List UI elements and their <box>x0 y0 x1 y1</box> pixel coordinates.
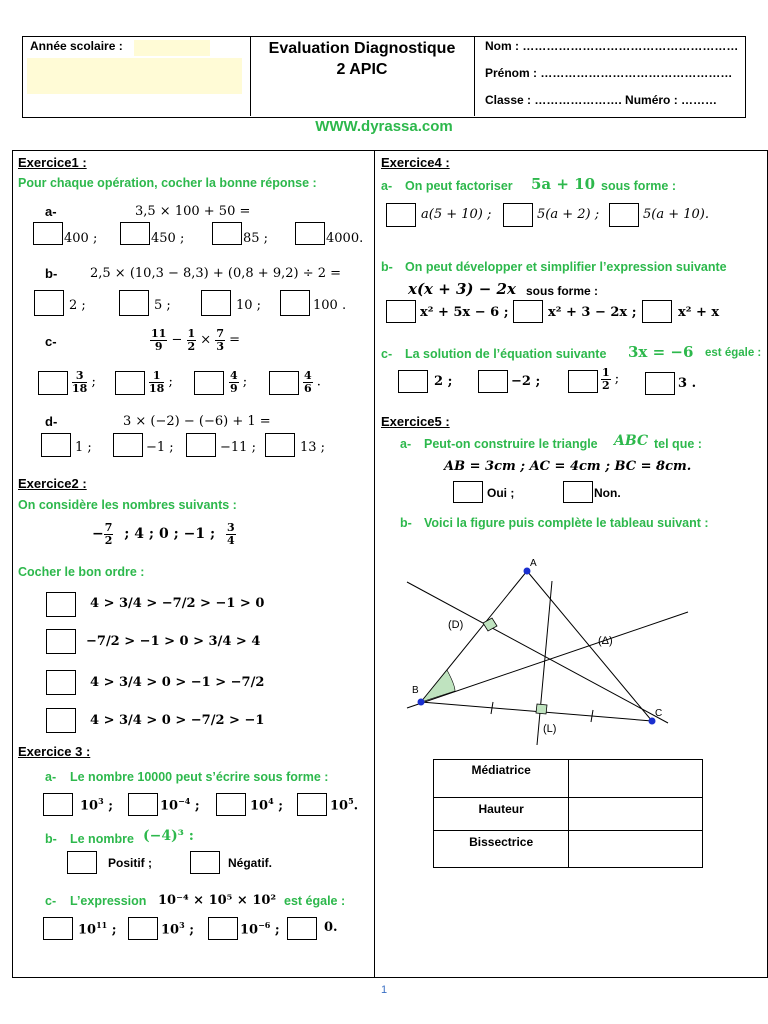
ex1-c-opt-2: $\frac{1}{18}$ ; <box>149 369 173 395</box>
ex2-frac-2: $\frac{3}{4}$ <box>227 521 235 547</box>
ex1-a-opt-3: 85 ; <box>243 231 269 246</box>
ex1-c-opt-4: $\frac{4}{6}$ . <box>304 369 321 395</box>
ex2-checkbox-3[interactable] <box>46 670 76 695</box>
title-line1: Evaluation Diagnostique <box>268 40 456 57</box>
ex1-b-opt-4: 100 . <box>313 298 347 313</box>
ex1-b-checkbox-4[interactable] <box>280 290 310 316</box>
ex1-c-checkbox-3[interactable] <box>194 371 224 395</box>
ex3-c-checkbox-2[interactable] <box>128 917 158 940</box>
ex4-b-checkbox-2[interactable] <box>513 300 543 323</box>
ex4-c-opt-2: −2 ; <box>511 374 541 389</box>
ex4-b-checkbox-3[interactable] <box>642 300 672 323</box>
ex1-a-opt-1: 400 ; <box>64 231 98 246</box>
ex1-a-checkbox-1[interactable] <box>33 222 63 245</box>
page-number: 1 <box>380 984 388 996</box>
ex2-opt-1: 4 > 3/4 > −7/2 > −1 > 0 <box>90 596 265 611</box>
ex3-a-checkbox-3[interactable] <box>216 793 246 816</box>
table-row <box>434 798 703 831</box>
ex3-c-opt-3: $10^{-6}$ ; <box>240 920 280 938</box>
ex4-b-opt-2: x² + 3 − 2x ; <box>548 305 637 320</box>
ex3-c-expr: 10⁻⁴ × 10⁵ × 10² <box>158 893 277 908</box>
ex2-numbers-mid: ; 4 ; 0 ; −1 ; <box>124 526 216 543</box>
ex3-c-label: c- <box>45 894 57 908</box>
ex3-b-label: b- <box>45 832 57 846</box>
ex4-c-tail: est égale : <box>705 347 762 359</box>
ex4-b-expr: x(x + 3) − 2x <box>408 280 516 298</box>
table-cell-label: Bissectrice <box>434 831 569 868</box>
ex2-frac-1: $\frac{7}{2}$ <box>104 521 113 547</box>
ex4-c-opt-1: 2 ; <box>434 374 453 389</box>
ex4-b-opt-3: x² + x <box>678 305 720 320</box>
ex5-b-text: Voici la figure puis complète le tableau suivant : <box>424 516 709 530</box>
ex1-b-checkbox-3[interactable] <box>201 290 231 316</box>
ex1-b-checkbox-1[interactable] <box>34 290 64 316</box>
ex3-c-checkbox-1[interactable] <box>43 917 73 940</box>
ex1-b-opt-3: 10 ; <box>236 298 262 313</box>
ex4-a-checkbox-3[interactable] <box>609 203 639 227</box>
ex1-c-label: c- <box>45 334 57 349</box>
title-line2: 2 APIC <box>336 61 388 78</box>
right-angle-l <box>536 704 547 714</box>
table-cell-answer[interactable] <box>569 831 703 868</box>
triangle-figure <box>400 548 700 748</box>
ex4-b-tail: sous forme : <box>526 284 599 298</box>
ex1-d-label: d- <box>45 414 58 429</box>
label-c: C <box>655 708 663 719</box>
ex1-d-expr: 3 × (−2) − (−6) + 1 = <box>123 414 271 429</box>
annee-yellow-area[interactable] <box>27 58 242 94</box>
ex4-c-expr: 3x = −6 <box>628 343 694 361</box>
ex2-numbers: − $\frac{7}{2}$ ; 4 ; 0 ; −1 ; $\frac{3}{4}$ <box>92 521 235 547</box>
ex3-b-text: Le nombre <box>70 832 134 846</box>
ex4-a-text: On peut factoriser <box>405 179 513 193</box>
ex3-a-text: Le nombre 10000 peut s’écrire sous forme : <box>70 770 329 784</box>
line-d <box>407 582 668 723</box>
ex4-c-checkbox-4[interactable] <box>645 372 675 395</box>
ex1-d-opt-1: 1 ; <box>75 440 92 455</box>
ex1-c-frac-2: $\frac{1}{2}$ <box>187 327 196 353</box>
ex3-c-opt-2: $10^3$ ; <box>161 920 194 938</box>
ex4-c-label: c- <box>381 347 393 361</box>
ex5-a-values: AB = 3cm ; AC = 4cm ; BC = 8cm. <box>444 459 692 474</box>
ex4-b-label: b- <box>381 260 393 274</box>
ex4-c-frac: $\frac{1}{2}$ ; <box>602 366 620 392</box>
ex1-c-expr: $\frac{11}{9}$ − $\frac{1}{2}$ × $\frac{7}{3}$ = <box>151 327 241 353</box>
ex5-b-label: b- <box>400 516 412 530</box>
label-b: B <box>412 685 419 696</box>
point-b <box>418 699 425 706</box>
table-cell-answer[interactable] <box>569 760 703 798</box>
ex1-b-label: b- <box>45 266 58 281</box>
ex4-b-opt-1: x² + 5x − 6 ; <box>420 305 509 320</box>
ex5-a-opt-2: Non. <box>594 486 621 500</box>
ex1-c-frac-1: $\frac{11}{9}$ <box>151 327 167 353</box>
ex3-b-checkbox-1[interactable] <box>67 851 97 874</box>
ex3-a-opt-2: $10^{-4}$ ; <box>160 796 200 814</box>
ex2-order-label: Cocher le bon ordre : <box>18 565 145 579</box>
ex4-title: Exercice4 : <box>381 155 450 170</box>
ex4-c-text: La solution de l’équation suivante <box>405 347 607 361</box>
ex3-a-label: a- <box>45 770 57 784</box>
classe-field[interactable]: Classe : …………………. Numéro : ……… <box>485 93 718 107</box>
table-cell-label: Hauteur <box>434 798 569 831</box>
ex1-title: Exercice1 : <box>18 155 87 170</box>
ex3-a-opt-3: $10^4$ ; <box>250 796 284 814</box>
ex5-a-checkbox-1[interactable] <box>453 481 483 503</box>
ex5-a-expr: ABC <box>614 433 649 449</box>
ex4-a-opt-2: 5(a + 2) ; <box>537 207 600 222</box>
ex5-a-checkbox-2[interactable] <box>563 481 593 503</box>
column-divider <box>374 150 375 978</box>
ex3-a-opt-4: $10^5$. <box>330 796 359 814</box>
ex3-b-expr: (−4)³ : <box>143 828 194 844</box>
ex1-a-checkbox-2[interactable] <box>120 222 150 245</box>
ex3-title: Exercice 3 : <box>18 744 91 759</box>
ex1-c-checkbox-4[interactable] <box>269 371 299 395</box>
ex3-b-checkbox-2[interactable] <box>190 851 220 874</box>
ex4-a-opt-1: a(5 + 10) ; <box>421 207 492 222</box>
ex4-a-checkbox-2[interactable] <box>503 203 533 227</box>
ex5-a-opt-1: Oui ; <box>487 486 515 500</box>
ex1-d-opt-4: 13 ; <box>300 440 326 455</box>
ex2-opt-2: −7/2 > −1 > 0 > 3/4 > 4 <box>86 634 261 649</box>
ex4-a-label: a- <box>381 179 393 193</box>
ex3-a-checkbox-1[interactable] <box>43 793 73 816</box>
ex5-a-tail: tel que : <box>654 437 702 451</box>
ex2-instruction: On considère les nombres suivants : <box>18 498 237 512</box>
nom-field[interactable]: Nom : ……………………………………………… <box>485 39 739 53</box>
ex4-c-checkbox-2[interactable] <box>478 370 508 393</box>
annee-yellow-field[interactable] <box>134 40 210 56</box>
ex3-b-opt-2: Négatif. <box>228 856 273 870</box>
ex1-d-checkbox-2[interactable] <box>113 433 143 457</box>
ex4-b-text: On peut développer et simplifier l’expression suivante <box>405 260 727 274</box>
ex3-a-checkbox-4[interactable] <box>297 793 327 816</box>
ex5-a-label: a- <box>400 437 412 451</box>
table-cell-answer[interactable] <box>569 798 703 831</box>
ex4-c-opt-3: 3 . <box>678 376 697 391</box>
ex1-c-frac-3: $\frac{7}{3}$ <box>216 327 224 353</box>
ex2-checkbox-4[interactable] <box>46 708 76 733</box>
ex2-opt-4: 4 > 3/4 > 0 > −7/2 > −1 <box>90 713 265 728</box>
ex1-d-checkbox-3[interactable] <box>186 433 216 457</box>
ex4-b-checkbox-1[interactable] <box>386 300 416 323</box>
ex1-b-opt-1: 2 ; <box>69 298 86 313</box>
ex1-a-label: a- <box>45 204 57 219</box>
prenom-field[interactable]: Prénom : ………………………………………… <box>485 66 733 80</box>
ex3-c-text: L’expression <box>70 894 147 908</box>
table-row <box>434 831 703 868</box>
ex3-a-checkbox-2[interactable] <box>128 793 158 816</box>
annee-label: Année scolaire : <box>30 39 123 53</box>
ex1-d-checkbox-1[interactable] <box>41 433 71 457</box>
label-l: (L) <box>543 723 557 735</box>
ex1-a-checkbox-3[interactable] <box>212 222 242 245</box>
ex1-b-expr: 2,5 × (10,3 − 8,3) + (0,8 + 9,2) ÷ 2 = <box>90 266 342 281</box>
ex4-c-checkbox-1[interactable] <box>398 370 428 393</box>
website-link[interactable]: WWW.dyrassa.com <box>315 118 453 135</box>
ex1-b-opt-2: 5 ; <box>154 298 171 313</box>
table-row <box>434 760 703 798</box>
ex1-c-checkbox-2[interactable] <box>115 371 145 395</box>
ex1-c-checkbox-1[interactable] <box>38 371 68 395</box>
ex3-c-opt-1: $10^{11}$ ; <box>78 920 117 938</box>
ex1-a-expr: 3,5 × 100 + 50 = <box>135 204 251 219</box>
header-divider-2 <box>474 36 475 116</box>
ex1-a-checkbox-4[interactable] <box>295 222 325 245</box>
ex1-b-checkbox-2[interactable] <box>119 290 149 316</box>
ex1-a-opt-2: 450 ; <box>151 231 185 246</box>
ex2-checkbox-1[interactable] <box>46 592 76 617</box>
ex3-c-checkbox-3[interactable] <box>208 917 238 940</box>
ex3-c-checkbox-4[interactable] <box>287 917 317 940</box>
ex1-c-opt-3: $\frac{4}{9}$ ; <box>230 369 248 395</box>
ex2-opt-3: 4 > 3/4 > 0 > −1 > −7/2 <box>90 675 265 690</box>
ex1-d-opt-2: −1 ; <box>146 440 174 455</box>
ex3-c-tail: est égale : <box>284 894 346 908</box>
ex2-checkbox-2[interactable] <box>46 629 76 654</box>
ex4-a-expr: 5a + 10 <box>531 175 596 193</box>
ex3-c-opt-4: 0. <box>324 920 338 935</box>
ex1-d-opt-3: −11 ; <box>220 440 256 455</box>
ex4-a-checkbox-1[interactable] <box>386 203 416 227</box>
ex4-a-tail: sous forme : <box>601 179 677 193</box>
ex5-a-text: Peut-on construire le triangle <box>424 437 598 451</box>
label-a: A <box>530 558 537 569</box>
table-cell-label: Médiatrice <box>434 760 569 798</box>
ex5-title: Exercice5 : <box>381 414 450 429</box>
label-delta: (Δ) <box>598 635 613 647</box>
ex3-b-opt-1: Positif ; <box>108 856 152 870</box>
answer-table <box>433 759 703 868</box>
ex1-d-checkbox-4[interactable] <box>265 433 295 457</box>
ex1-c-opt-1: $\frac{3}{18}$ ; <box>72 369 96 395</box>
label-d: (D) <box>448 619 464 631</box>
ex4-c-checkbox-3[interactable] <box>568 370 598 393</box>
ex4-a-opt-3: 5(a + 10). <box>643 207 709 222</box>
ex2-title: Exercice2 : <box>18 476 87 491</box>
ex1-instruction: Pour chaque opération, cocher la bonne réponse : <box>18 176 317 190</box>
ex3-a-opt-1: $10^3$ ; <box>80 796 114 814</box>
ex1-a-opt-4: 4000. <box>326 231 364 246</box>
